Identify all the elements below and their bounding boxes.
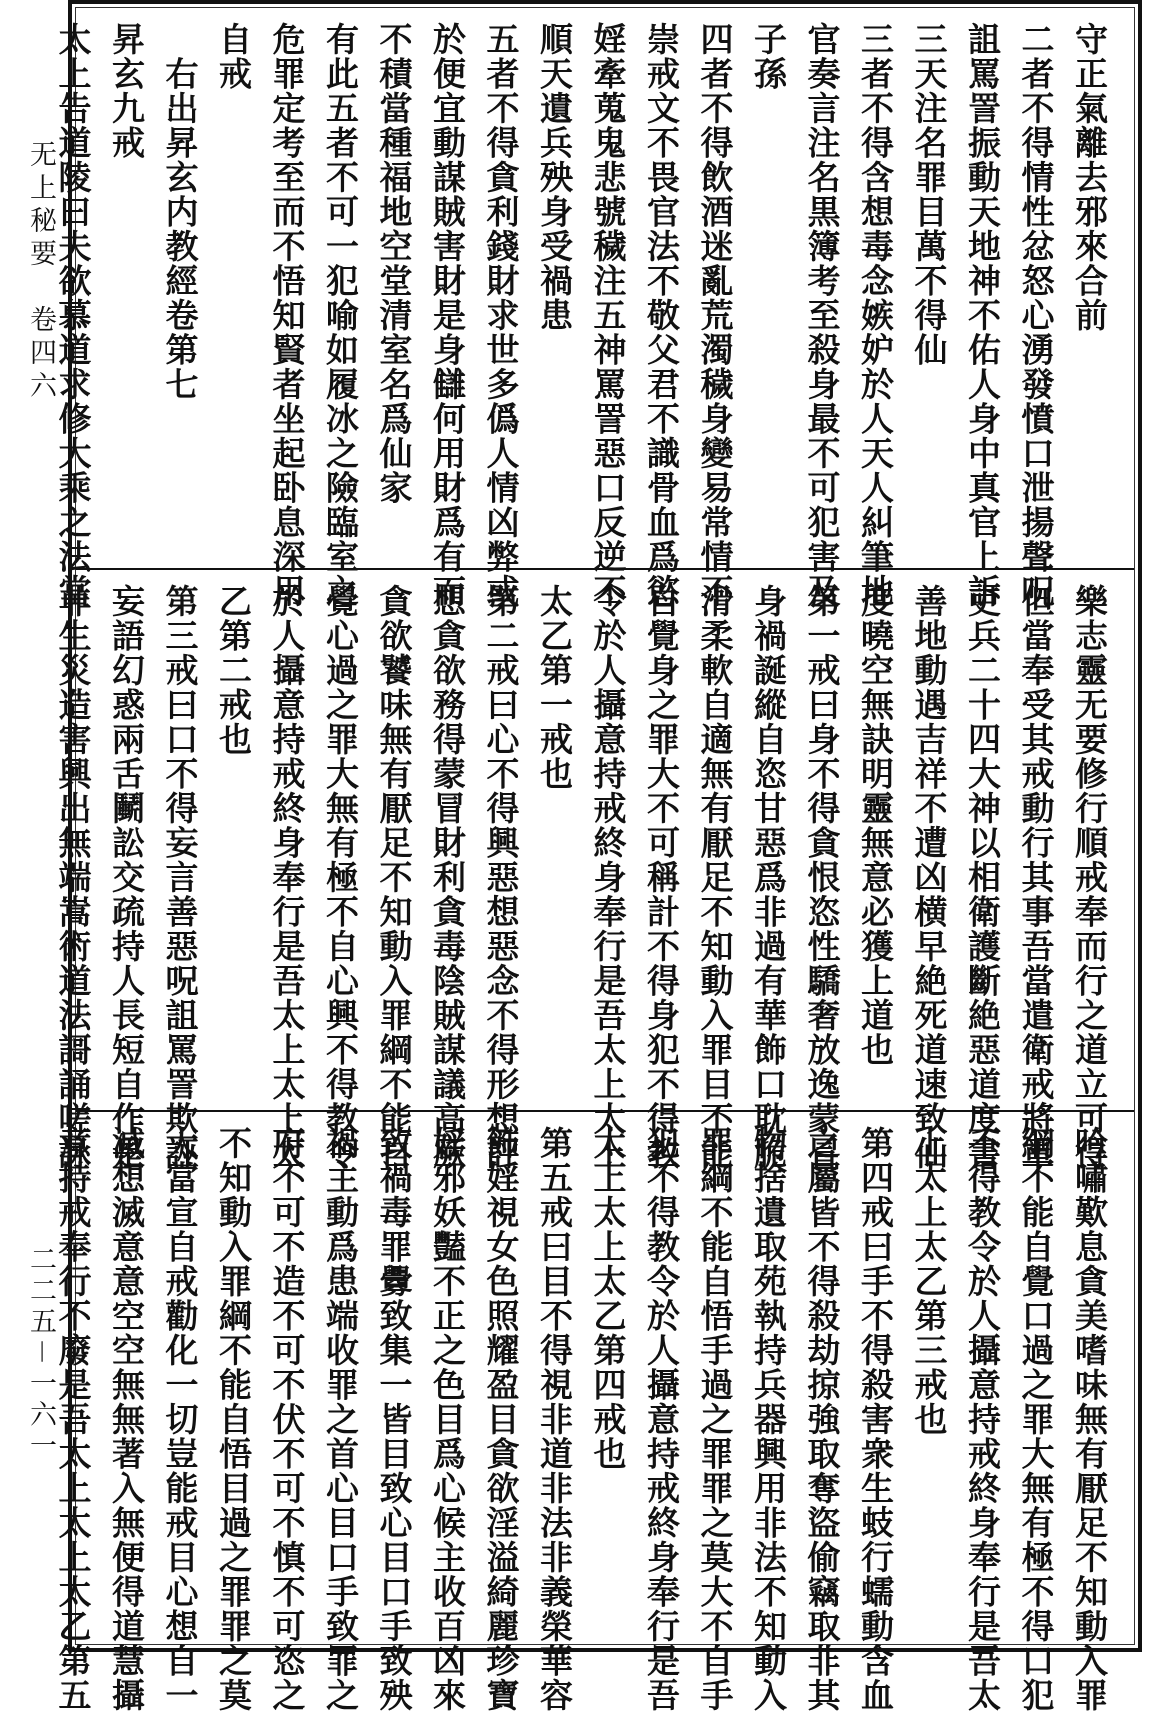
text-column: 善地動遇吉祥不遭凶横早絶死道速致仙 xyxy=(909,584,949,1171)
text-column: 樂志靈无要修行順戒奉而行之道立可得 xyxy=(1070,584,1109,1171)
text-panel-middle xyxy=(53,568,1134,1171)
text-column: 於便宜動謀賊害財是身讎何用財爲有而 xyxy=(428,22,467,609)
text-column: 崇戒文不畏官法不敬父君不識骨血爲慾 xyxy=(642,22,681,609)
text-panel-top xyxy=(53,8,1134,609)
text-column: 滑柔軟自適無有厭足不知動入罪目不能 xyxy=(695,584,735,1171)
text-column: 子孫 xyxy=(749,22,788,91)
text-column: 五者不得貪利錢財求世多僞人情凶弊或 xyxy=(481,22,521,609)
text-column: 二者不得情性忿怒心湧發憤口泄揚聲呪 xyxy=(1016,22,1056,609)
text-column: 吟嘯歎息貪美嗜味無有厭足不知動入罪 xyxy=(1070,1126,1109,1713)
text-column: 意持戒奉行不廢是吾太上太上太乙第五 xyxy=(53,1126,93,1713)
text-column: 第一戒曰身不得貪恨恣性驕奢放逸蒙冒 xyxy=(802,584,842,1171)
text-column: 第五戒曰目不得視非道非法非義榮華容 xyxy=(535,1126,574,1713)
text-column: 綱不能自覺口過之罪大無有極不得口犯 xyxy=(1016,1126,1056,1713)
margin-title: 无上秘要 卷四六 xyxy=(25,140,56,404)
text-column: 令於人攝意持戒終身奉行是吾太上太上 xyxy=(588,584,628,1171)
text-column: 但當奉受其戒動行其事吾當遣衛戒將軍 xyxy=(1016,584,1056,1171)
text-column: 太乙第一戒也 xyxy=(535,584,574,791)
text-column: 不積當種福地空堂清室名爲仙家 xyxy=(374,22,414,505)
page-frame-inner xyxy=(53,7,1135,1713)
text-column: 第四戒曰手不得殺害衆生蚑行蠕動含血 xyxy=(856,1126,895,1713)
text-column: 之屬皆不得殺劫掠強取奪盜偷竊取非其 xyxy=(802,1126,842,1713)
text-column: 太上告道陵曰夫欲慕道求修大乘之法當 xyxy=(53,22,93,609)
margin-page-number: 二二五－一六一 xyxy=(25,1245,56,1462)
text-column: 致禍毒罪釁致集一皆目致心目口手致殃 xyxy=(374,1126,414,1713)
text-column: 詛罵詈振動天地神不佑人身中真官上訴 xyxy=(963,22,1002,609)
text-column: 第二戒曰心不得興惡想惡念不得形想評 xyxy=(481,584,521,1171)
text-column: 婬邪妖豔不正之色目爲心候主收百凶來 xyxy=(428,1126,467,1713)
text-column: 順天遺兵殃身受禍患 xyxy=(535,22,574,333)
text-columns xyxy=(53,1126,1116,1713)
text-column: 三天注名罪目萬不得仙 xyxy=(909,22,949,367)
text-column: 婬牽蒐鬼悲號穢注五神罵詈惡口反逆不 xyxy=(588,22,628,609)
text-column: 犯不得教令於人攝意持戒終身奉行是吾 xyxy=(642,1126,681,1713)
text-column: 覺心過之罪大無有極不自心興不得教令 xyxy=(321,584,360,1171)
text-column: 身禍誕縱自恣甘惡爲非過有華飾口耽脆 xyxy=(749,584,788,1171)
text-column: 府不可不造不可不伏不可不慎不可恣之 xyxy=(267,1126,307,1713)
text-column: 守正氣離去邪來合前 xyxy=(1070,22,1109,333)
text-column: 第三戒曰口不得妄言善惡呪詛罵詈欺誣 xyxy=(160,584,200,1171)
text-column: 不得教令於人攝意持戒終身奉行是吾太 xyxy=(963,1126,1002,1713)
text-column: 自覺身之罪大不可稱計不得身犯不得教 xyxy=(642,584,681,1171)
text-column: 上太上太乙第三戒也 xyxy=(909,1126,949,1437)
text-column: 自戒 xyxy=(214,22,253,91)
text-column: 度曉空無訣明靈無意必獲上道也 xyxy=(856,584,895,1067)
text-column: 大當宣自戒勸化一切豈能戒目心想自一 xyxy=(160,1126,200,1713)
text-column: 貪欲饕味無有厭足不知動入罪綱不能自 xyxy=(374,584,414,1171)
text-column: 非生災造害興出無端嵩術道法謌誦嗟詠 xyxy=(53,584,93,1171)
text-columns xyxy=(53,22,1116,609)
text-panel-bottom xyxy=(53,1110,1134,1713)
text-column: 四者不得飲酒迷亂荒濁穢身變易常情不 xyxy=(695,22,735,609)
text-column: 吏兵二十四大神以相衛護斷絶惡道度書 xyxy=(963,584,1002,1171)
text-column: 有此五者不可一犯喻如履冰之險臨室之 xyxy=(321,22,360,609)
text-columns xyxy=(53,584,1116,1171)
text-column: 罪綱不能自悟手過之罪罪之莫大不自手 xyxy=(695,1126,735,1713)
text-column: 乙第二戒也 xyxy=(214,584,253,757)
page-frame xyxy=(53,0,1142,1713)
text-column: 禍主動爲患端收罪之首心目口手致罪之 xyxy=(321,1126,360,1713)
text-column: 想貪欲務得蒙冒財利貪毒陰賊謀議高厥 xyxy=(428,584,467,1171)
text-column: 危罪定考至而不悟知賢者坐起卧息深用 xyxy=(267,22,307,609)
text-column: 滅想滅意意空空無無著入無便得道慧攝 xyxy=(107,1126,146,1713)
text-column: 於人攝意持戒終身奉行是吾太上太上太 xyxy=(267,584,307,1171)
text-column: 右出昇玄内教經卷第七 xyxy=(160,22,200,402)
text-column: 飾婬視女色照耀盈目貪欲淫溢綺麗珍寶 xyxy=(481,1126,521,1713)
text-column: 不知動入罪綱不能自悟目過之罪罪之莫 xyxy=(214,1126,253,1713)
text-column: 官奏言注名黒簿考至殺身最不可犯害及 xyxy=(802,22,842,609)
text-column: 太上太上太乙第四戒也 xyxy=(588,1126,628,1471)
text-column: 昇玄九戒 xyxy=(107,22,146,160)
text-column: 三者不得含想毒念嫉妒於人天人糾筆地 xyxy=(856,22,895,609)
text-column: 物捨遺取苑執持兵器興用非法不知動入 xyxy=(749,1126,788,1713)
text-column: 妄語幻惑兩舌鬭訟交疏持人長短自作是 xyxy=(107,584,146,1171)
